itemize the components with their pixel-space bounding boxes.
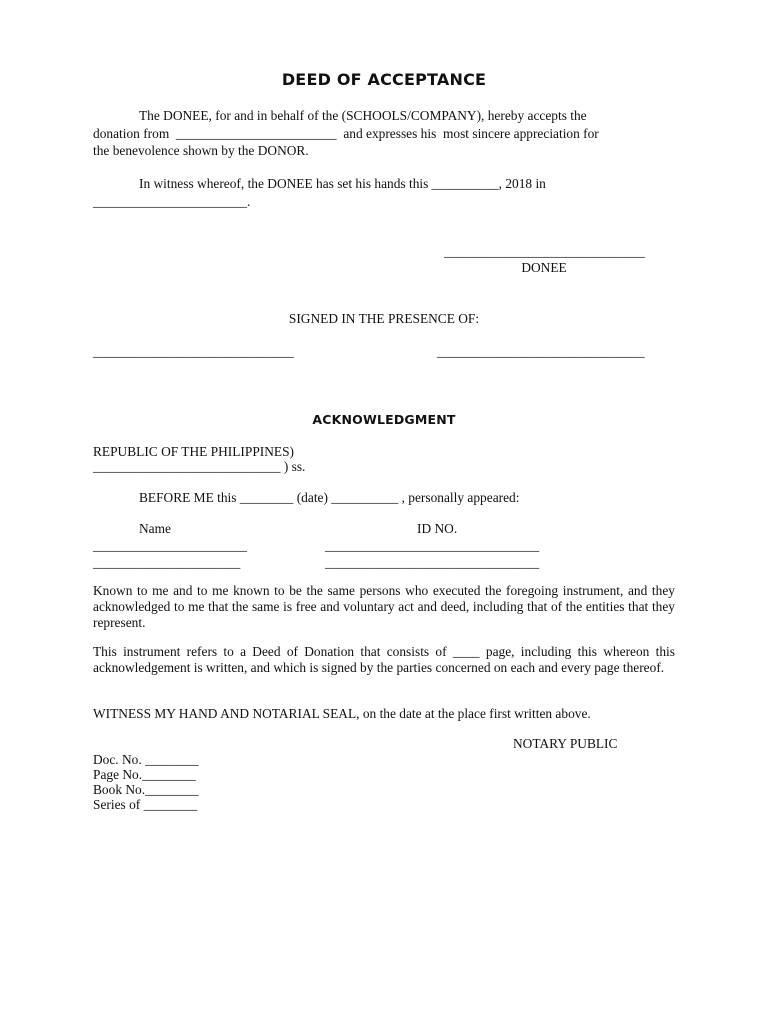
before-me-line: BEFORE ME this ________ (date) __________ , personally appeared: [139, 490, 520, 505]
id-blank-2: ________________________________ [325, 555, 540, 570]
name-blank-1: _______________________ [93, 538, 247, 553]
book-no-line: Book No.________ [93, 782, 199, 797]
witness-line-right: _______________________________ [437, 344, 645, 359]
document-title: DEED OF ACCEPTANCE [281, 70, 487, 89]
donee-label: DONEE [521, 260, 567, 275]
page-no-line: Page No.________ [93, 767, 196, 782]
witness-hand-line: WITNESS MY HAND AND NOTARIAL SEAL, on the date at the place first written above. [93, 706, 591, 721]
donee-signature-line: ______________________________ [444, 244, 645, 259]
id-no-label: ID NO. [417, 521, 458, 536]
republic-line: REPUBLIC OF THE PHILIPPINES) [93, 444, 295, 459]
id-blank-1: ________________________________ [325, 538, 540, 553]
para2-line2: _______________________. [93, 194, 251, 209]
doc-no-line: Doc. No. ________ [93, 752, 199, 767]
para1-line3: the benevolence shown by the DONOR. [93, 143, 309, 158]
name-blank-2: ______________________ [93, 555, 241, 570]
signed-presence-heading: SIGNED IN THE PRESENCE OF: [288, 311, 480, 326]
para1-line1: The DONEE, for and in behalf of the (SCHOOLS/COMPANY), hereby accepts the [139, 108, 587, 123]
known-paragraph: Known to me and to me known to be the same persons who executed the foregoing instrument, and they acknowledged to me that the same is free and voluntary act and deed, including that of the entities that they represent. [93, 583, 675, 630]
notary-public-label: NOTARY PUBLIC [513, 736, 618, 751]
para1-line2: donation from ________________________ and expresses his most sincere appreciation for [93, 126, 599, 141]
witness-line-left: ______________________________ [93, 344, 294, 359]
name-label: Name [139, 521, 171, 536]
series-line: Series of ________ [93, 797, 198, 812]
acknowledgment-title: ACKNOWLEDGMENT [312, 412, 456, 427]
ss-line: ____________________________ ) ss. [93, 459, 306, 474]
instrument-paragraph: This instrument refers to a Deed of Donation that consists of ____ page, including this whereon this acknowledgement is written, and which is signed by the parties concerned on each and every page thereof. [93, 644, 675, 675]
para2-line1: In witness whereof, the DONEE has set his hands this __________, 2018 in [139, 176, 546, 191]
